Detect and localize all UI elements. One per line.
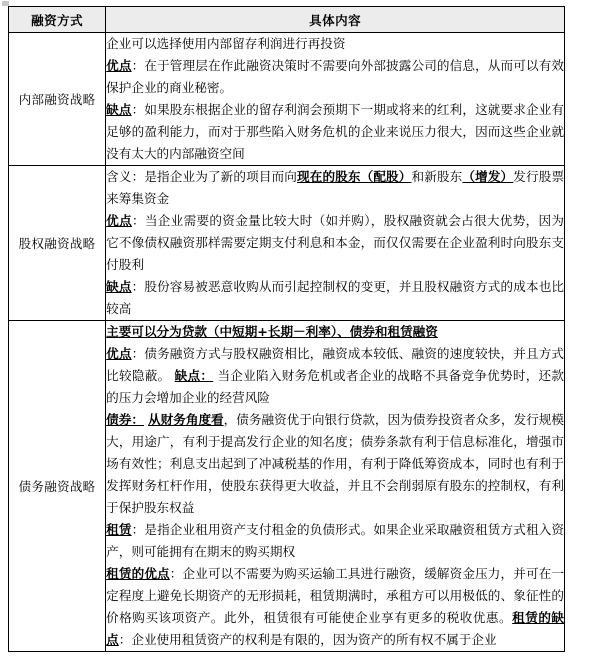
emphasis-text: 缺点 (106, 279, 132, 294)
emphasis-text: 缺点： (174, 368, 214, 383)
column-header-financing-method: 融资方式 (9, 7, 106, 33)
table-row (9, 166, 565, 321)
content-paragraph (106, 166, 564, 210)
row-label-cell: 内部融资战略 (9, 33, 106, 166)
content-paragraph (106, 276, 564, 320)
emphasis-text: 债券： (106, 412, 144, 427)
row-label-cell: 债务融资战略 (9, 321, 106, 652)
emphasis-text: 主要可以分为贷款（中短期+长期－利率）、债券和租赁融资 (106, 324, 438, 339)
table-header (9, 7, 565, 33)
body-text: 企业可以选择使用内部留存利润进行再投资 (106, 36, 346, 51)
body-text: ：企业可以不需要为购买运输工具进行融资，缓解资金压力，并可在一定程度上避免长期资产的无形损耗，租赁期满时，承租方可以用极低的、象征性的价格购买该项资产。此外，租赁很有可能使企业享有更多的税收优惠。 (106, 566, 565, 625)
content-paragraph (106, 519, 564, 563)
emphasis-text: 缺点 (106, 102, 132, 117)
emphasis-text: 从财务角度看 (148, 412, 224, 427)
body-text: ：在于管理层在作此融资决策时不需要向外部披露公司的信息，从而可以有效保护企业的商业秘密。 (106, 58, 565, 95)
content-paragraph (106, 33, 564, 55)
row-content-cell (106, 321, 565, 652)
body-text: ，债务融资优于向银行贷款，因为债券投资者众多，发行规模大，用途广，有利于提高发行企业的知名度；债券条款有利于信息标准化，增强市场有效性；利息支出起到了冲减税基的作用，有利于降低筹资成本，同时也有利于发挥财务杠杆作用，使股东获得更大收益，并且不会削弱原有股东的控制权，有利于保护股东权益 (106, 412, 565, 515)
body-text: ：当企业需要的资金量比较大时（如并购），股权融资就会占很大优势，因为它不像债权融资那样需要定期支付利息和本金，而仅仅需要在企业盈利时向股东支付股利 (106, 213, 565, 272)
body-text: ：企业使用租赁资产的权利是有限的，因为资产的所有权不属于企业 (118, 632, 497, 647)
content-paragraph (106, 409, 564, 519)
emphasis-text: 优点 (106, 346, 132, 361)
column-header-details: 具体内容 (106, 7, 565, 33)
table-body (9, 33, 565, 652)
emphasis-text: 租赁 (106, 522, 132, 537)
emphasis-text: 租赁的缺点 (106, 610, 565, 647)
content-paragraph (106, 55, 564, 99)
row-content-cell (106, 166, 565, 321)
table-row (9, 33, 565, 166)
financing-strategy-table (8, 6, 565, 652)
row-content-cell (106, 33, 565, 166)
emphasis-text: 优点 (106, 58, 132, 73)
body-text: 含义：是指企业为了新的项目而向 (106, 169, 297, 184)
content-paragraph (106, 343, 564, 409)
emphasis-text: 租赁的优点 (106, 566, 170, 581)
table-header-row (9, 7, 565, 33)
emphasis-text: 现在的股东（配股） (297, 169, 412, 184)
body-text: ：如果股东根据企业的留存利润会预期下一期或将来的红利，这就要求企业有足够的盈利能力，而对于那些陷入财务危机的企业来说压力很大，因而这些企业就没有太大的内部融资空间 (106, 102, 565, 161)
content-paragraph (106, 563, 564, 651)
content-paragraph (106, 210, 564, 276)
table-row (9, 321, 565, 652)
content-paragraph (106, 321, 564, 343)
body-text: 发行股票来筹集资金 (106, 169, 565, 206)
body-text: ：是指企业租用资产支付租金的负债形式。如果企业采取融资租赁方式租入资产，则可能拥有在期末的购买期权 (106, 522, 565, 559)
body-text: ：债务融资方式与股权融资相比，融资成本较低、融资的速度较快，并且方式比较隐蔽。 (106, 346, 565, 383)
body-text: ：股份容易被恶意收购从而引起控制权的变更，并且股权融资方式的成本也比较高 (106, 279, 565, 316)
body-text: 当企业陷入财务危机或者企业的战略不具备竞争优势时，还款的压力会增加企业的经营风险 (106, 368, 564, 405)
emphasis-text: 优点 (106, 213, 132, 228)
content-paragraph (106, 99, 564, 165)
body-text: 和新股东 (411, 169, 463, 184)
row-label-cell: 股权融资战略 (9, 166, 106, 321)
emphasis-text: （增发） (462, 169, 514, 184)
